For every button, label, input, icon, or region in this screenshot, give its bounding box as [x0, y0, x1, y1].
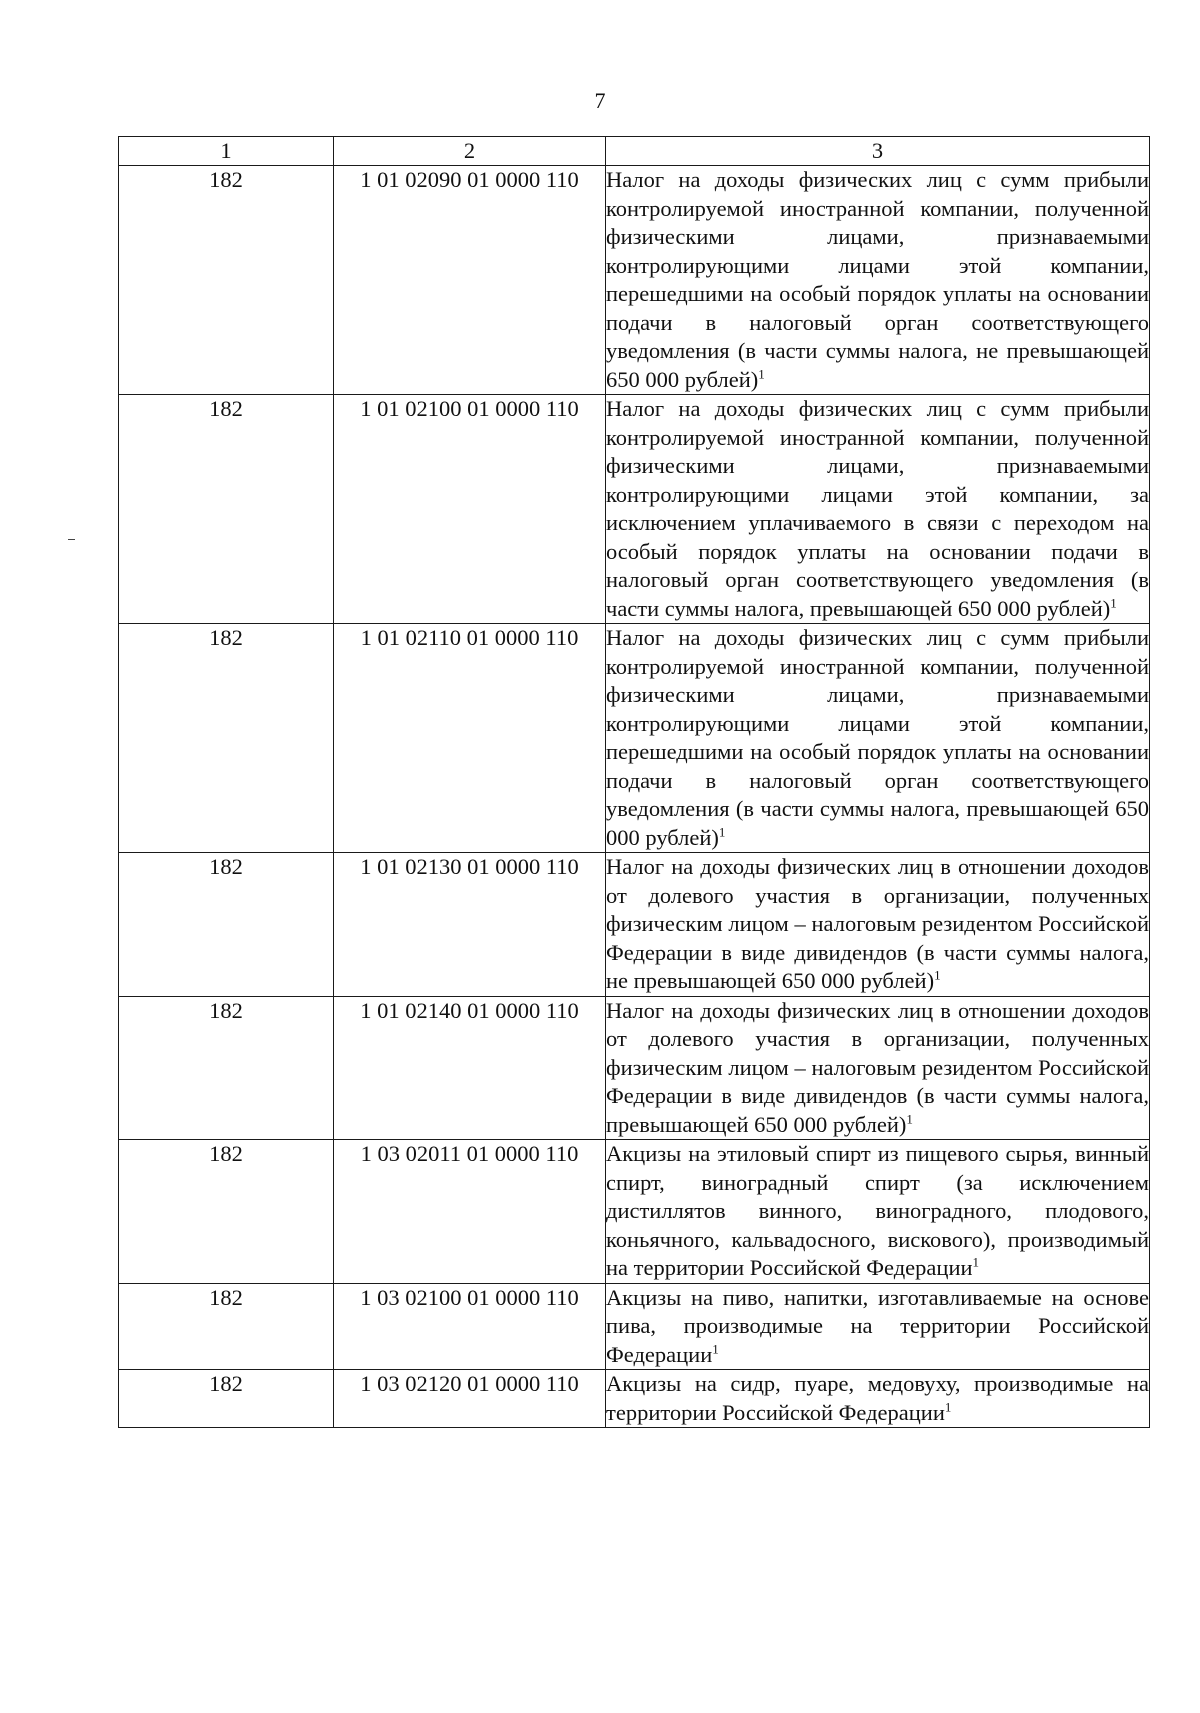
footnote-marker: 1 — [1110, 595, 1117, 610]
admin-code-cell: 182 — [119, 1370, 334, 1428]
footnote-marker: 1 — [718, 824, 726, 839]
page-number: 7 — [594, 88, 606, 113]
header-row — [119, 137, 1150, 166]
table-row — [119, 853, 1150, 997]
admin-code-cell: 182 — [119, 166, 334, 395]
table-row — [119, 624, 1150, 853]
footnote-marker: 1 — [944, 1399, 952, 1414]
revenue-codes-table — [118, 136, 1150, 1428]
description-cell — [606, 395, 1150, 624]
description-text: Акцизы на пиво, напитки, изготавливаемые на основе пива, производимые на территории Российской Федерации — [606, 1284, 1149, 1367]
footnote-marker: 1 — [934, 967, 941, 983]
admin-code-cell: 182 — [119, 395, 334, 624]
footnote-marker: 1 — [712, 1341, 719, 1356]
description-text: Налог на доходы физических лиц в отношении доходов от долевого участия в организации, полученных физическим лицом – налоговым резидентом Российской Федерации в виде дивидендов (в части суммы налога, не превышающей 650 000 рублей) — [606, 854, 1149, 993]
budget-code-cell: 1 01 02090 01 0000 110 — [334, 166, 606, 395]
header-col-2: 2 — [334, 137, 606, 166]
budget-code-cell: 1 03 02011 01 0000 110 — [334, 1140, 606, 1284]
budget-code-cell: 1 01 02130 01 0000 110 — [334, 853, 606, 997]
table-row — [119, 166, 1150, 395]
description-text: Акцизы на этиловый спирт из пищевого сырья, винный спирт, виноградный спирт (за исключением дистиллятов винного, виноградного, плодового, коньячного, кальвадосного, вискового), производимый на территории Российской Федерации — [606, 1141, 1149, 1280]
description-text: Налог на доходы физических лиц с сумм прибыли контролируемой иностранной компании, полученной физическими лицами, признаваемыми контролирующими лицами этой компании, перешедшими на особый порядок уплаты на основании подачи в налоговый орган соответствующего уведомления (в части суммы налога, превышающей 650 000 рублей) — [606, 625, 1149, 850]
description-cell — [606, 1370, 1150, 1428]
header-col-3: 3 — [606, 137, 1150, 166]
budget-code-cell: 1 01 02110 01 0000 110 — [334, 624, 606, 853]
description-cell — [606, 624, 1150, 853]
budget-code-cell: 1 03 02120 01 0000 110 — [334, 1370, 606, 1428]
scan-mark — [68, 539, 75, 540]
footnote-marker: 1 — [972, 1254, 980, 1270]
admin-code-cell: 182 — [119, 624, 334, 853]
description-cell — [606, 1140, 1150, 1284]
table-row — [119, 395, 1150, 624]
footnote-marker: 1 — [906, 1111, 913, 1126]
admin-code-cell: 182 — [119, 1140, 334, 1284]
admin-code-cell: 182 — [119, 853, 334, 997]
description-text: Налог на доходы физических лиц с сумм прибыли контролируемой иностранной компании, полученной физическими лицами, признаваемыми контролирующими лицами этой компании, перешедшими на особый порядок уплаты на основании подачи в налоговый орган соответствующего уведомления (в части суммы налога, не превышающей 650 000 рублей) — [606, 167, 1149, 392]
table-row — [119, 1283, 1150, 1370]
header-col-1: 1 — [119, 137, 334, 166]
budget-code-cell: 1 01 02100 01 0000 110 — [334, 395, 606, 624]
table-row — [119, 1140, 1150, 1284]
table-header — [119, 137, 1150, 166]
description-cell — [606, 1283, 1150, 1370]
description-text: Акцизы на сидр, пуаре, медовуху, производимые на территории Российской Федерации — [606, 1371, 1149, 1425]
description-cell — [606, 166, 1150, 395]
table-body — [119, 166, 1150, 1428]
footnote-marker: 1 — [758, 366, 765, 381]
table-row — [119, 996, 1150, 1140]
description-cell — [606, 996, 1150, 1140]
table-row — [119, 1370, 1150, 1428]
description-text: Налог на доходы физических лиц в отношении доходов от долевого участия в организации, полученных физическим лицом – налоговым резидентом Российской Федерации в виде дивидендов (в части суммы налога, превышающей 650 000 рублей) — [606, 997, 1149, 1137]
admin-code-cell: 182 — [119, 1283, 334, 1370]
admin-code-cell: 182 — [119, 996, 334, 1140]
budget-code-cell: 1 01 02140 01 0000 110 — [334, 996, 606, 1140]
description-text: Налог на доходы физических лиц с сумм прибыли контролируемой иностранной компании, полученной физическими лицами, признаваемыми контролирующими лицами этой компании, за исключением уплачиваемого в связи с переходом на особый порядок уплаты на основании подачи в налоговый орган соответствующего уведомления (в части суммы налога, превышающей 650 000 рублей) — [606, 396, 1149, 621]
budget-code-cell: 1 03 02100 01 0000 110 — [334, 1283, 606, 1370]
description-cell — [606, 853, 1150, 997]
